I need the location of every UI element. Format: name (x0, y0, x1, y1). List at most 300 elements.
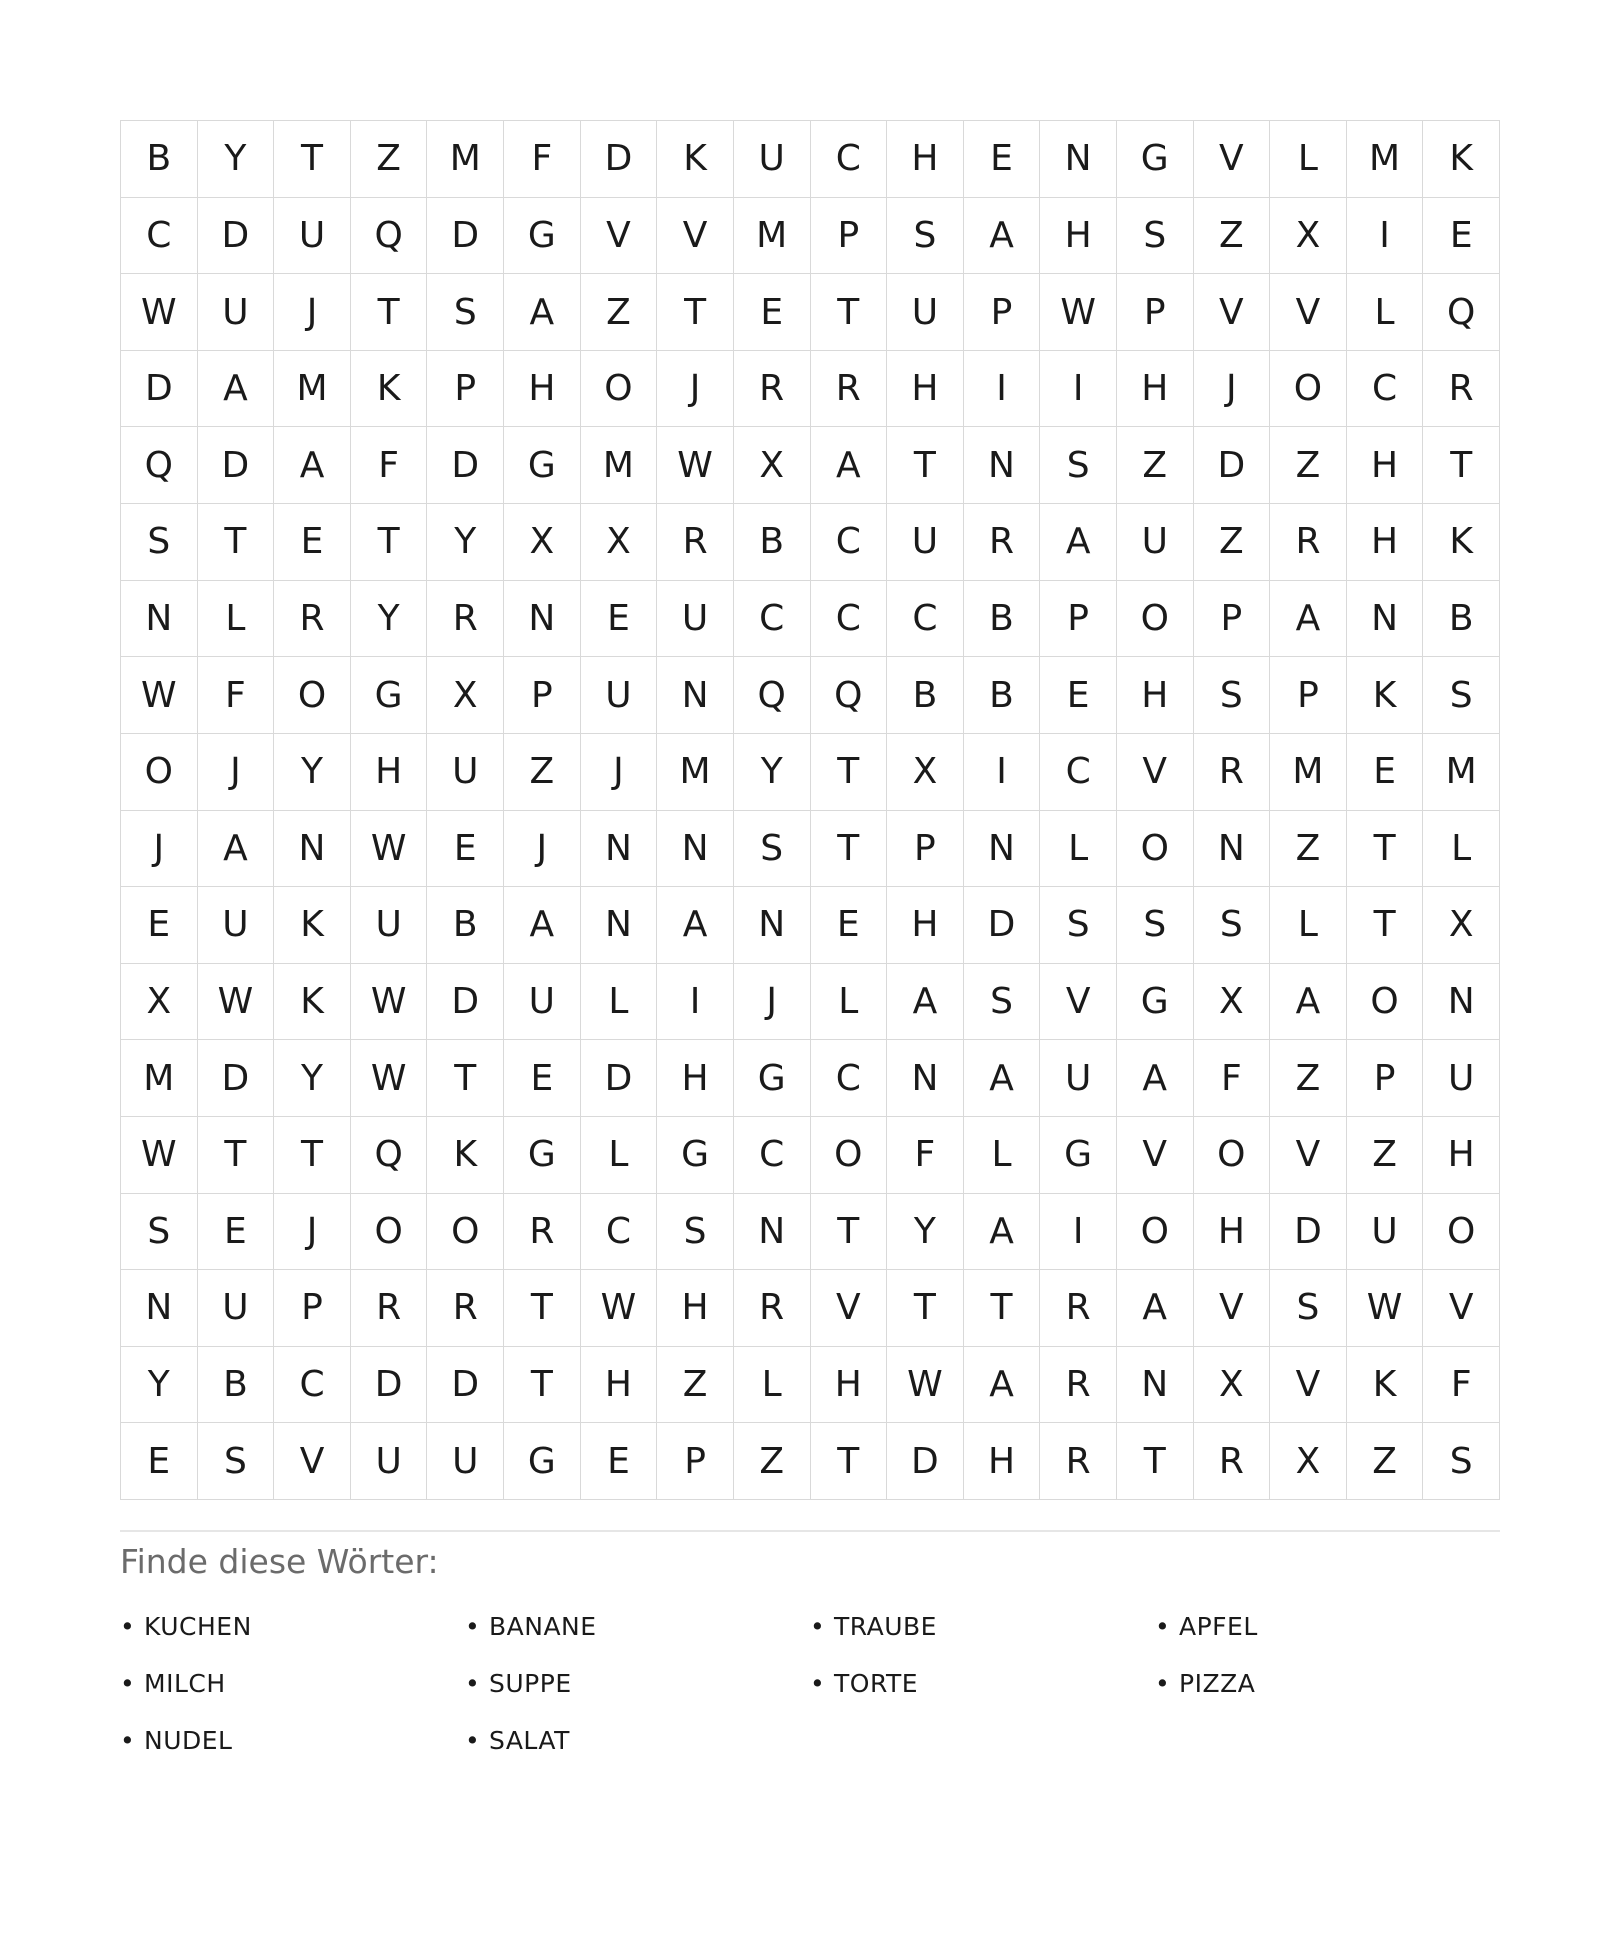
grid-cell-r1-c3[interactable]: Q (351, 198, 428, 275)
grid-cell-r8-c12[interactable]: C (1040, 734, 1117, 811)
grid-cell-r7-c17[interactable]: S (1423, 657, 1500, 734)
grid-cell-r8-c14[interactable]: R (1194, 734, 1271, 811)
grid-cell-r2-c17[interactable]: Q (1423, 274, 1500, 351)
grid-cell-r17-c17[interactable]: S (1423, 1423, 1500, 1500)
grid-cell-r8-c13[interactable]: V (1117, 734, 1194, 811)
grid-cell-r5-c10[interactable]: U (887, 504, 964, 581)
grid-cell-r3-c9[interactable]: R (811, 351, 888, 428)
grid-cell-r14-c2[interactable]: J (274, 1194, 351, 1271)
grid-cell-r0-c9[interactable]: C (811, 121, 888, 198)
grid-cell-r0-c17[interactable]: K (1423, 121, 1500, 198)
grid-cell-r3-c17[interactable]: R (1423, 351, 1500, 428)
grid-cell-r5-c8[interactable]: B (734, 504, 811, 581)
grid-cell-r2-c6[interactable]: Z (581, 274, 658, 351)
grid-cell-r9-c13[interactable]: O (1117, 811, 1194, 888)
grid-cell-r13-c3[interactable]: Q (351, 1117, 428, 1194)
grid-cell-r5-c2[interactable]: E (274, 504, 351, 581)
grid-cell-r0-c5[interactable]: F (504, 121, 581, 198)
grid-cell-r17-c1[interactable]: S (198, 1423, 275, 1500)
grid-cell-r6-c14[interactable]: P (1194, 581, 1271, 658)
grid-cell-r5-c7[interactable]: R (657, 504, 734, 581)
grid-cell-r4-c4[interactable]: D (427, 427, 504, 504)
grid-cell-r8-c2[interactable]: Y (274, 734, 351, 811)
grid-cell-r14-c9[interactable]: T (811, 1194, 888, 1271)
grid-cell-r1-c15[interactable]: X (1270, 198, 1347, 275)
grid-cell-r10-c10[interactable]: H (887, 887, 964, 964)
grid-cell-r16-c15[interactable]: V (1270, 1347, 1347, 1424)
grid-cell-r14-c4[interactable]: O (427, 1194, 504, 1271)
grid-cell-r9-c17[interactable]: L (1423, 811, 1500, 888)
grid-cell-r17-c13[interactable]: T (1117, 1423, 1194, 1500)
grid-cell-r6-c1[interactable]: L (198, 581, 275, 658)
grid-cell-r4-c3[interactable]: F (351, 427, 428, 504)
grid-cell-r2-c3[interactable]: T (351, 274, 428, 351)
grid-cell-r11-c10[interactable]: A (887, 964, 964, 1041)
grid-cell-r17-c10[interactable]: D (887, 1423, 964, 1500)
grid-cell-r6-c4[interactable]: R (427, 581, 504, 658)
grid-cell-r17-c14[interactable]: R (1194, 1423, 1271, 1500)
grid-cell-r4-c2[interactable]: A (274, 427, 351, 504)
grid-cell-r1-c12[interactable]: H (1040, 198, 1117, 275)
grid-cell-r1-c13[interactable]: S (1117, 198, 1194, 275)
grid-cell-r3-c10[interactable]: H (887, 351, 964, 428)
grid-cell-r14-c10[interactable]: Y (887, 1194, 964, 1271)
grid-cell-r5-c4[interactable]: Y (427, 504, 504, 581)
grid-cell-r17-c0[interactable]: E (121, 1423, 198, 1500)
grid-cell-r11-c6[interactable]: L (581, 964, 658, 1041)
grid-cell-r12-c12[interactable]: U (1040, 1040, 1117, 1117)
grid-cell-r6-c0[interactable]: N (121, 581, 198, 658)
grid-cell-r16-c9[interactable]: H (811, 1347, 888, 1424)
grid-cell-r4-c1[interactable]: D (198, 427, 275, 504)
grid-cell-r14-c15[interactable]: D (1270, 1194, 1347, 1271)
grid-cell-r12-c10[interactable]: N (887, 1040, 964, 1117)
grid-cell-r4-c14[interactable]: D (1194, 427, 1271, 504)
grid-cell-r6-c5[interactable]: N (504, 581, 581, 658)
grid-cell-r3-c5[interactable]: H (504, 351, 581, 428)
grid-cell-r2-c1[interactable]: U (198, 274, 275, 351)
grid-cell-r2-c0[interactable]: W (121, 274, 198, 351)
grid-cell-r9-c10[interactable]: P (887, 811, 964, 888)
grid-cell-r13-c8[interactable]: C (734, 1117, 811, 1194)
grid-cell-r10-c4[interactable]: B (427, 887, 504, 964)
grid-cell-r0-c4[interactable]: M (427, 121, 504, 198)
grid-cell-r15-c17[interactable]: V (1423, 1270, 1500, 1347)
grid-cell-r12-c3[interactable]: W (351, 1040, 428, 1117)
grid-cell-r9-c14[interactable]: N (1194, 811, 1271, 888)
grid-cell-r0-c8[interactable]: U (734, 121, 811, 198)
grid-cell-r10-c15[interactable]: L (1270, 887, 1347, 964)
grid-cell-r13-c12[interactable]: G (1040, 1117, 1117, 1194)
grid-cell-r1-c1[interactable]: D (198, 198, 275, 275)
grid-cell-r0-c16[interactable]: M (1347, 121, 1424, 198)
grid-cell-r10-c16[interactable]: T (1347, 887, 1424, 964)
grid-cell-r0-c10[interactable]: H (887, 121, 964, 198)
grid-cell-r4-c0[interactable]: Q (121, 427, 198, 504)
grid-cell-r7-c14[interactable]: S (1194, 657, 1271, 734)
grid-cell-r16-c7[interactable]: Z (657, 1347, 734, 1424)
grid-cell-r12-c11[interactable]: A (964, 1040, 1041, 1117)
grid-cell-r13-c1[interactable]: T (198, 1117, 275, 1194)
grid-cell-r8-c6[interactable]: J (581, 734, 658, 811)
grid-cell-r1-c4[interactable]: D (427, 198, 504, 275)
grid-cell-r3-c16[interactable]: C (1347, 351, 1424, 428)
grid-cell-r5-c12[interactable]: A (1040, 504, 1117, 581)
grid-cell-r2-c4[interactable]: S (427, 274, 504, 351)
grid-cell-r16-c17[interactable]: F (1423, 1347, 1500, 1424)
grid-cell-r12-c7[interactable]: H (657, 1040, 734, 1117)
grid-cell-r11-c16[interactable]: O (1347, 964, 1424, 1041)
grid-cell-r4-c6[interactable]: M (581, 427, 658, 504)
grid-cell-r5-c1[interactable]: T (198, 504, 275, 581)
grid-cell-r12-c14[interactable]: F (1194, 1040, 1271, 1117)
grid-cell-r2-c16[interactable]: L (1347, 274, 1424, 351)
grid-cell-r16-c6[interactable]: H (581, 1347, 658, 1424)
grid-cell-r11-c15[interactable]: A (1270, 964, 1347, 1041)
grid-cell-r0-c7[interactable]: K (657, 121, 734, 198)
grid-cell-r17-c9[interactable]: T (811, 1423, 888, 1500)
grid-cell-r9-c0[interactable]: J (121, 811, 198, 888)
grid-cell-r7-c7[interactable]: N (657, 657, 734, 734)
grid-cell-r3-c15[interactable]: O (1270, 351, 1347, 428)
grid-cell-r11-c13[interactable]: G (1117, 964, 1194, 1041)
grid-cell-r15-c16[interactable]: W (1347, 1270, 1424, 1347)
grid-cell-r9-c9[interactable]: T (811, 811, 888, 888)
grid-cell-r7-c13[interactable]: H (1117, 657, 1194, 734)
grid-cell-r6-c3[interactable]: Y (351, 581, 428, 658)
grid-cell-r13-c10[interactable]: F (887, 1117, 964, 1194)
grid-cell-r12-c1[interactable]: D (198, 1040, 275, 1117)
grid-cell-r10-c6[interactable]: N (581, 887, 658, 964)
grid-cell-r3-c0[interactable]: D (121, 351, 198, 428)
grid-cell-r16-c11[interactable]: A (964, 1347, 1041, 1424)
grid-cell-r1-c6[interactable]: V (581, 198, 658, 275)
grid-cell-r14-c14[interactable]: H (1194, 1194, 1271, 1271)
grid-cell-r12-c4[interactable]: T (427, 1040, 504, 1117)
grid-cell-r7-c12[interactable]: E (1040, 657, 1117, 734)
grid-cell-r15-c1[interactable]: U (198, 1270, 275, 1347)
grid-cell-r1-c2[interactable]: U (274, 198, 351, 275)
grid-cell-r8-c17[interactable]: M (1423, 734, 1500, 811)
grid-cell-r16-c16[interactable]: K (1347, 1347, 1424, 1424)
grid-cell-r2-c8[interactable]: E (734, 274, 811, 351)
grid-cell-r14-c1[interactable]: E (198, 1194, 275, 1271)
grid-cell-r9-c5[interactable]: J (504, 811, 581, 888)
grid-cell-r4-c12[interactable]: S (1040, 427, 1117, 504)
grid-cell-r7-c11[interactable]: B (964, 657, 1041, 734)
grid-cell-r8-c15[interactable]: M (1270, 734, 1347, 811)
grid-cell-r8-c5[interactable]: Z (504, 734, 581, 811)
grid-cell-r5-c9[interactable]: C (811, 504, 888, 581)
grid-cell-r7-c4[interactable]: X (427, 657, 504, 734)
grid-cell-r10-c2[interactable]: K (274, 887, 351, 964)
grid-cell-r9-c2[interactable]: N (274, 811, 351, 888)
grid-cell-r10-c13[interactable]: S (1117, 887, 1194, 964)
grid-cell-r0-c0[interactable]: B (121, 121, 198, 198)
grid-cell-r13-c11[interactable]: L (964, 1117, 1041, 1194)
grid-cell-r10-c8[interactable]: N (734, 887, 811, 964)
grid-cell-r8-c9[interactable]: T (811, 734, 888, 811)
grid-cell-r8-c16[interactable]: E (1347, 734, 1424, 811)
grid-cell-r15-c6[interactable]: W (581, 1270, 658, 1347)
grid-cell-r11-c4[interactable]: D (427, 964, 504, 1041)
grid-cell-r0-c2[interactable]: T (274, 121, 351, 198)
grid-cell-r4-c11[interactable]: N (964, 427, 1041, 504)
grid-cell-r4-c13[interactable]: Z (1117, 427, 1194, 504)
grid-cell-r17-c2[interactable]: V (274, 1423, 351, 1500)
grid-cell-r5-c16[interactable]: H (1347, 504, 1424, 581)
grid-cell-r17-c15[interactable]: X (1270, 1423, 1347, 1500)
grid-cell-r17-c11[interactable]: H (964, 1423, 1041, 1500)
grid-cell-r16-c5[interactable]: T (504, 1347, 581, 1424)
grid-cell-r4-c17[interactable]: T (1423, 427, 1500, 504)
grid-cell-r7-c3[interactable]: G (351, 657, 428, 734)
grid-cell-r15-c14[interactable]: V (1194, 1270, 1271, 1347)
grid-cell-r3-c12[interactable]: I (1040, 351, 1117, 428)
grid-cell-r6-c6[interactable]: E (581, 581, 658, 658)
grid-cell-r10-c0[interactable]: E (121, 887, 198, 964)
grid-cell-r4-c10[interactable]: T (887, 427, 964, 504)
grid-cell-r4-c5[interactable]: G (504, 427, 581, 504)
grid-cell-r13-c15[interactable]: V (1270, 1117, 1347, 1194)
grid-cell-r2-c9[interactable]: T (811, 274, 888, 351)
grid-cell-r13-c2[interactable]: T (274, 1117, 351, 1194)
grid-cell-r13-c0[interactable]: W (121, 1117, 198, 1194)
grid-cell-r4-c16[interactable]: H (1347, 427, 1424, 504)
grid-cell-r8-c8[interactable]: Y (734, 734, 811, 811)
grid-cell-r2-c14[interactable]: V (1194, 274, 1271, 351)
grid-cell-r8-c0[interactable]: O (121, 734, 198, 811)
grid-cell-r3-c7[interactable]: J (657, 351, 734, 428)
grid-cell-r2-c12[interactable]: W (1040, 274, 1117, 351)
grid-cell-r2-c5[interactable]: A (504, 274, 581, 351)
grid-cell-r15-c9[interactable]: V (811, 1270, 888, 1347)
grid-cell-r11-c8[interactable]: J (734, 964, 811, 1041)
grid-cell-r17-c8[interactable]: Z (734, 1423, 811, 1500)
grid-cell-r5-c14[interactable]: Z (1194, 504, 1271, 581)
grid-cell-r6-c2[interactable]: R (274, 581, 351, 658)
grid-cell-r14-c3[interactable]: O (351, 1194, 428, 1271)
grid-cell-r0-c13[interactable]: G (1117, 121, 1194, 198)
grid-cell-r7-c10[interactable]: B (887, 657, 964, 734)
grid-cell-r17-c16[interactable]: Z (1347, 1423, 1424, 1500)
grid-cell-r3-c3[interactable]: K (351, 351, 428, 428)
grid-cell-r17-c5[interactable]: G (504, 1423, 581, 1500)
grid-cell-r2-c15[interactable]: V (1270, 274, 1347, 351)
grid-cell-r4-c8[interactable]: X (734, 427, 811, 504)
grid-cell-r16-c0[interactable]: Y (121, 1347, 198, 1424)
grid-cell-r10-c12[interactable]: S (1040, 887, 1117, 964)
grid-cell-r0-c11[interactable]: E (964, 121, 1041, 198)
grid-cell-r15-c11[interactable]: T (964, 1270, 1041, 1347)
grid-cell-r14-c7[interactable]: S (657, 1194, 734, 1271)
grid-cell-r8-c4[interactable]: U (427, 734, 504, 811)
grid-cell-r16-c12[interactable]: R (1040, 1347, 1117, 1424)
grid-cell-r13-c5[interactable]: G (504, 1117, 581, 1194)
grid-cell-r16-c8[interactable]: L (734, 1347, 811, 1424)
grid-cell-r5-c17[interactable]: K (1423, 504, 1500, 581)
grid-cell-r5-c0[interactable]: S (121, 504, 198, 581)
grid-cell-r6-c16[interactable]: N (1347, 581, 1424, 658)
grid-cell-r12-c0[interactable]: M (121, 1040, 198, 1117)
grid-cell-r15-c12[interactable]: R (1040, 1270, 1117, 1347)
grid-cell-r12-c15[interactable]: Z (1270, 1040, 1347, 1117)
grid-cell-r4-c7[interactable]: W (657, 427, 734, 504)
grid-cell-r7-c1[interactable]: F (198, 657, 275, 734)
grid-cell-r5-c3[interactable]: T (351, 504, 428, 581)
grid-cell-r16-c2[interactable]: C (274, 1347, 351, 1424)
grid-cell-r9-c12[interactable]: L (1040, 811, 1117, 888)
grid-cell-r3-c4[interactable]: P (427, 351, 504, 428)
grid-cell-r10-c17[interactable]: X (1423, 887, 1500, 964)
grid-cell-r15-c2[interactable]: P (274, 1270, 351, 1347)
grid-cell-r1-c0[interactable]: C (121, 198, 198, 275)
grid-cell-r15-c8[interactable]: R (734, 1270, 811, 1347)
grid-cell-r0-c12[interactable]: N (1040, 121, 1117, 198)
grid-cell-r13-c14[interactable]: O (1194, 1117, 1271, 1194)
grid-cell-r6-c15[interactable]: A (1270, 581, 1347, 658)
grid-cell-r3-c11[interactable]: I (964, 351, 1041, 428)
grid-cell-r9-c7[interactable]: N (657, 811, 734, 888)
grid-cell-r8-c7[interactable]: M (657, 734, 734, 811)
grid-cell-r11-c17[interactable]: N (1423, 964, 1500, 1041)
grid-cell-r1-c16[interactable]: I (1347, 198, 1424, 275)
grid-cell-r1-c11[interactable]: A (964, 198, 1041, 275)
grid-cell-r15-c7[interactable]: H (657, 1270, 734, 1347)
grid-cell-r6-c7[interactable]: U (657, 581, 734, 658)
grid-cell-r13-c13[interactable]: V (1117, 1117, 1194, 1194)
grid-cell-r13-c4[interactable]: K (427, 1117, 504, 1194)
grid-cell-r2-c10[interactable]: U (887, 274, 964, 351)
grid-cell-r14-c0[interactable]: S (121, 1194, 198, 1271)
grid-cell-r13-c16[interactable]: Z (1347, 1117, 1424, 1194)
grid-cell-r9-c16[interactable]: T (1347, 811, 1424, 888)
grid-cell-r7-c9[interactable]: Q (811, 657, 888, 734)
grid-cell-r5-c6[interactable]: X (581, 504, 658, 581)
grid-cell-r11-c3[interactable]: W (351, 964, 428, 1041)
grid-cell-r1-c14[interactable]: Z (1194, 198, 1271, 275)
grid-cell-r14-c6[interactable]: C (581, 1194, 658, 1271)
grid-cell-r13-c9[interactable]: O (811, 1117, 888, 1194)
grid-cell-r10-c3[interactable]: U (351, 887, 428, 964)
grid-cell-r17-c7[interactable]: P (657, 1423, 734, 1500)
grid-cell-r8-c1[interactable]: J (198, 734, 275, 811)
grid-cell-r13-c17[interactable]: H (1423, 1117, 1500, 1194)
grid-cell-r10-c9[interactable]: E (811, 887, 888, 964)
grid-cell-r14-c11[interactable]: A (964, 1194, 1041, 1271)
grid-cell-r11-c2[interactable]: K (274, 964, 351, 1041)
grid-cell-r15-c4[interactable]: R (427, 1270, 504, 1347)
grid-cell-r0-c14[interactable]: V (1194, 121, 1271, 198)
grid-cell-r14-c16[interactable]: U (1347, 1194, 1424, 1271)
grid-cell-r5-c13[interactable]: U (1117, 504, 1194, 581)
grid-cell-r12-c2[interactable]: Y (274, 1040, 351, 1117)
grid-cell-r4-c9[interactable]: A (811, 427, 888, 504)
grid-cell-r6-c13[interactable]: O (1117, 581, 1194, 658)
grid-cell-r3-c1[interactable]: A (198, 351, 275, 428)
grid-cell-r1-c10[interactable]: S (887, 198, 964, 275)
grid-cell-r0-c3[interactable]: Z (351, 121, 428, 198)
grid-cell-r17-c3[interactable]: U (351, 1423, 428, 1500)
grid-cell-r16-c14[interactable]: X (1194, 1347, 1271, 1424)
grid-cell-r5-c15[interactable]: R (1270, 504, 1347, 581)
grid-cell-r2-c7[interactable]: T (657, 274, 734, 351)
grid-cell-r16-c13[interactable]: N (1117, 1347, 1194, 1424)
grid-cell-r14-c5[interactable]: R (504, 1194, 581, 1271)
grid-cell-r6-c11[interactable]: B (964, 581, 1041, 658)
grid-cell-r11-c11[interactable]: S (964, 964, 1041, 1041)
grid-cell-r7-c2[interactable]: O (274, 657, 351, 734)
grid-cell-r11-c1[interactable]: W (198, 964, 275, 1041)
grid-cell-r16-c3[interactable]: D (351, 1347, 428, 1424)
grid-cell-r10-c7[interactable]: A (657, 887, 734, 964)
grid-cell-r4-c15[interactable]: Z (1270, 427, 1347, 504)
grid-cell-r15-c3[interactable]: R (351, 1270, 428, 1347)
grid-cell-r13-c7[interactable]: G (657, 1117, 734, 1194)
grid-cell-r3-c2[interactable]: M (274, 351, 351, 428)
grid-cell-r8-c3[interactable]: H (351, 734, 428, 811)
grid-cell-r7-c8[interactable]: Q (734, 657, 811, 734)
grid-cell-r7-c16[interactable]: K (1347, 657, 1424, 734)
grid-cell-r6-c10[interactable]: C (887, 581, 964, 658)
grid-cell-r17-c12[interactable]: R (1040, 1423, 1117, 1500)
grid-cell-r8-c10[interactable]: X (887, 734, 964, 811)
grid-cell-r14-c8[interactable]: N (734, 1194, 811, 1271)
grid-cell-r7-c5[interactable]: P (504, 657, 581, 734)
grid-cell-r6-c17[interactable]: B (1423, 581, 1500, 658)
grid-cell-r12-c5[interactable]: E (504, 1040, 581, 1117)
grid-cell-r16-c1[interactable]: B (198, 1347, 275, 1424)
grid-cell-r0-c1[interactable]: Y (198, 121, 275, 198)
grid-cell-r1-c9[interactable]: P (811, 198, 888, 275)
grid-cell-r3-c6[interactable]: O (581, 351, 658, 428)
grid-cell-r16-c4[interactable]: D (427, 1347, 504, 1424)
grid-cell-r9-c11[interactable]: N (964, 811, 1041, 888)
grid-cell-r9-c1[interactable]: A (198, 811, 275, 888)
grid-cell-r15-c5[interactable]: T (504, 1270, 581, 1347)
grid-cell-r17-c6[interactable]: E (581, 1423, 658, 1500)
grid-cell-r6-c12[interactable]: P (1040, 581, 1117, 658)
grid-cell-r6-c8[interactable]: C (734, 581, 811, 658)
grid-cell-r9-c8[interactable]: S (734, 811, 811, 888)
grid-cell-r12-c9[interactable]: C (811, 1040, 888, 1117)
grid-cell-r14-c17[interactable]: O (1423, 1194, 1500, 1271)
grid-cell-r1-c7[interactable]: V (657, 198, 734, 275)
grid-cell-r15-c0[interactable]: N (121, 1270, 198, 1347)
grid-cell-r5-c5[interactable]: X (504, 504, 581, 581)
grid-cell-r10-c14[interactable]: S (1194, 887, 1271, 964)
grid-cell-r12-c13[interactable]: A (1117, 1040, 1194, 1117)
grid-cell-r3-c13[interactable]: H (1117, 351, 1194, 428)
grid-cell-r12-c16[interactable]: P (1347, 1040, 1424, 1117)
grid-cell-r2-c11[interactable]: P (964, 274, 1041, 351)
grid-cell-r11-c12[interactable]: V (1040, 964, 1117, 1041)
grid-cell-r12-c6[interactable]: D (581, 1040, 658, 1117)
grid-cell-r5-c11[interactable]: R (964, 504, 1041, 581)
grid-cell-r7-c15[interactable]: P (1270, 657, 1347, 734)
grid-cell-r14-c13[interactable]: O (1117, 1194, 1194, 1271)
grid-cell-r13-c6[interactable]: L (581, 1117, 658, 1194)
grid-cell-r1-c17[interactable]: E (1423, 198, 1500, 275)
grid-cell-r9-c4[interactable]: E (427, 811, 504, 888)
grid-cell-r7-c6[interactable]: U (581, 657, 658, 734)
grid-cell-r12-c17[interactable]: U (1423, 1040, 1500, 1117)
grid-cell-r10-c11[interactable]: D (964, 887, 1041, 964)
grid-cell-r11-c0[interactable]: X (121, 964, 198, 1041)
grid-cell-r9-c3[interactable]: W (351, 811, 428, 888)
grid-cell-r10-c5[interactable]: A (504, 887, 581, 964)
grid-cell-r9-c15[interactable]: Z (1270, 811, 1347, 888)
